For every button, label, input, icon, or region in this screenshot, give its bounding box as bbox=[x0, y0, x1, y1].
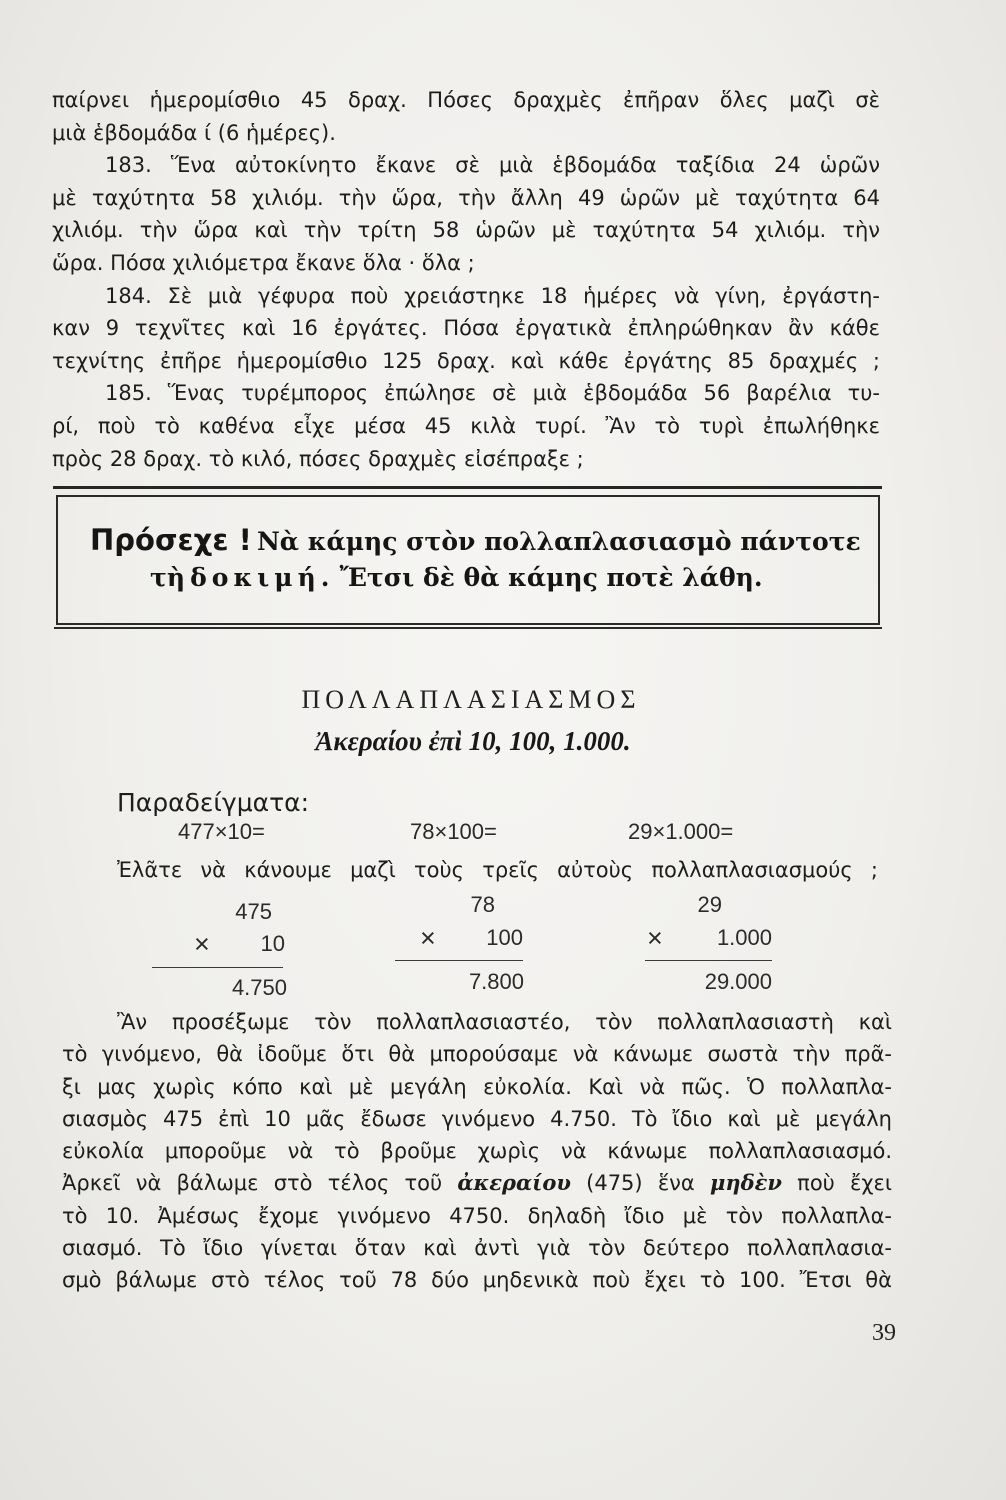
explanation-line: ξι μας χωρὶς κόπο καὶ μὲ μεγάλη εὐκολία. Καὶ νὰ πῶς. Ὁ πολλαπλα- bbox=[62, 1074, 892, 1099]
examples-prompt: Ἐλᾶτε νὰ κάνουμε μαζὶ τοὺς τρεῖς αὐτοὺς πολλαπλασιασμούς ; bbox=[117, 858, 878, 882]
notice-emphasis: δοκιμή. bbox=[190, 563, 335, 592]
exercise-text-line: πρὸς 28 δραχ. τὸ κιλό, πόσες δραχμὲς εἰσέπραξε ; bbox=[52, 446, 584, 471]
notice-lead: τὴ bbox=[150, 563, 185, 592]
example-expression: 29×1.000= bbox=[628, 819, 734, 844]
exercise-184-start: 184. Σὲ μιὰ γέφυρα ποὺ χρειάστηκε 18 ἡμέρες νὰ γίνη, ἐργάστη- bbox=[105, 283, 880, 308]
explanation-line: τὸ γινόμενο, θὰ ἰδοῦμε ὅτι θὰ μπορούσαμε νὰ κάνωμε σωστὰ τὴν πρᾶ- bbox=[62, 1042, 892, 1067]
multiplicand: 78 bbox=[470, 892, 495, 917]
explanation-line: τὸ 10. Ἀμέσως ἔχομε γινόμενο 4750. δηλαδὴ ἴδιο μὲ τὸν πολλαπλα- bbox=[62, 1203, 892, 1228]
exercise-text-line: καν 9 τεχνῖτες καὶ 16 ἐργάτες. Πόσα ἐργατικὰ ἐπληρώθηκαν ἂν κάθε bbox=[52, 316, 880, 341]
multiplier: 10 bbox=[260, 931, 285, 956]
emphasis-term: ἀκεραίου bbox=[457, 1170, 571, 1196]
explanation-line: Ἂν προσέξωμε τὸν πολλαπλασιαστέο, τὸν πολλαπλασιαστὴ καὶ bbox=[117, 1010, 892, 1034]
example-expression: 477×10= bbox=[178, 819, 265, 844]
exercise-text-line: μιὰ ἑβδομάδα ί (6 ἡμέρες). bbox=[52, 120, 336, 145]
notice-exclaim: Πρόσεχε ! bbox=[90, 523, 252, 557]
explanation-line: σιασμό. Τὸ ἴδιο γίνεται ὅταν καὶ ἀντὶ γιὰ τὸν δεύτερο πολλαπλασια- bbox=[62, 1236, 892, 1261]
examples-label: Παραδείγματα: bbox=[117, 788, 310, 817]
notice-message: Νὰ κάμης στὸν πολλαπλασιασμὸ πάντοτε bbox=[256, 527, 861, 556]
notice-line-2 bbox=[150, 560, 763, 599]
explanation-line: σμὸ βάλωμε στὸ τέλος τοῦ 78 δύο μηδενικὰ ποὺ ἔχει τὸ 100. Ἔτσι θὰ bbox=[62, 1268, 892, 1293]
exercise-185-start: 185. Ἕνας τυρέμπορος ἐπώλησε σὲ μιὰ ἑβδομάδα 56 βαρέλια τυ- bbox=[105, 381, 880, 406]
product-rule bbox=[645, 960, 772, 961]
emphasis-term: μηδὲν bbox=[709, 1170, 782, 1196]
product: 4.750 bbox=[231, 975, 287, 1000]
explanation-line: εὐκολία μποροῦμε νὰ τὸ βροῦμε χωρὶς νὰ κάνωμε πολλαπλασιασμό. bbox=[62, 1139, 892, 1164]
exercise-text-line: παίρνει ἡμερομίσθιο 45 δραχ. Πόσες δραχμὲς ἐπῆραν ὅλες μαζὶ σὲ bbox=[52, 88, 880, 112]
exercise-text-line: ρί, ποὺ τὸ καθένα εἶχε μέσα 45 κιλὰ τυρί. Ἂν τὸ τυρὶ ἐπωλήθηκε bbox=[52, 413, 880, 438]
example-expression: 78×100= bbox=[410, 819, 497, 844]
explanation-text: Ἀρκεῖ νὰ βάλωμε στὸ τέλος τοῦ bbox=[62, 1171, 443, 1196]
section-title: ΠΟΛΛΑΠΛΑΣΙΑΣΜΟΣ bbox=[301, 685, 641, 714]
multiply-sign: × bbox=[647, 923, 663, 953]
notice-bottom-rule bbox=[54, 627, 882, 629]
product: 29.000 bbox=[704, 969, 772, 994]
notice-rest: Ἔτσι δὲ θὰ κάμης ποτὲ λάθη. bbox=[339, 563, 763, 592]
exercise-text-line: ὥρα. Πόσα χιλιόμετρα ἔκανε ὅλα · ὅλα ; bbox=[52, 250, 475, 275]
multiplicand: 475 bbox=[235, 899, 272, 924]
product-rule bbox=[395, 960, 523, 961]
explanation-line: σιασμὸς 475 ἐπὶ 10 μᾶς ἔδωσε γινόμενο 4.750. Τὸ ἴδιο καὶ μὲ μεγάλη bbox=[62, 1106, 892, 1131]
page-number: 39 bbox=[872, 1320, 896, 1346]
multiplicand: 29 bbox=[697, 892, 722, 917]
product-rule bbox=[152, 967, 283, 968]
explanation-line bbox=[62, 1167, 892, 1199]
multiply-sign: × bbox=[420, 923, 436, 953]
explanation-text: ποὺ ἔχει bbox=[797, 1171, 892, 1196]
multiply-sign: × bbox=[194, 929, 210, 959]
notice-line-1 bbox=[90, 522, 861, 563]
exercise-text-line: τεχνίτης ἐπῆρε ἡμερομίσθιο 125 δραχ. καὶ κάθε ἐργάτης 85 δραχμές ; bbox=[52, 348, 880, 373]
product: 7.800 bbox=[468, 969, 524, 994]
explanation-text: (475) ἕνα bbox=[586, 1171, 695, 1196]
multiplier: 1.000 bbox=[716, 925, 772, 950]
exercise-text-line: χιλιόμ. τὴν ὥρα καὶ τὴν τρίτη 58 ὡρῶν μὲ ταχύτητα 54 χιλιόμ. τὴν bbox=[52, 218, 880, 243]
exercise-text-line: μὲ ταχύτητα 58 χιλιόμ. τὴν ὥρα, τὴν ἄλλη 49 ὡρῶν μὲ ταχύτητα 64 bbox=[52, 185, 880, 210]
multiplier: 100 bbox=[486, 925, 523, 950]
exercise-183-start: 183. Ἕνα αὐτοκίνητο ἔκανε σὲ μιὰ ἑβδομάδα ταξίδια 24 ὡρῶν bbox=[105, 153, 880, 178]
explanation-paragraph bbox=[62, 1006, 892, 1297]
exercises-paragraph bbox=[52, 84, 880, 475]
notice-top-rule bbox=[53, 486, 882, 489]
section-subtitle: Ἀκεραίου ἐπὶ 10, 100, 1.000. bbox=[315, 726, 631, 756]
